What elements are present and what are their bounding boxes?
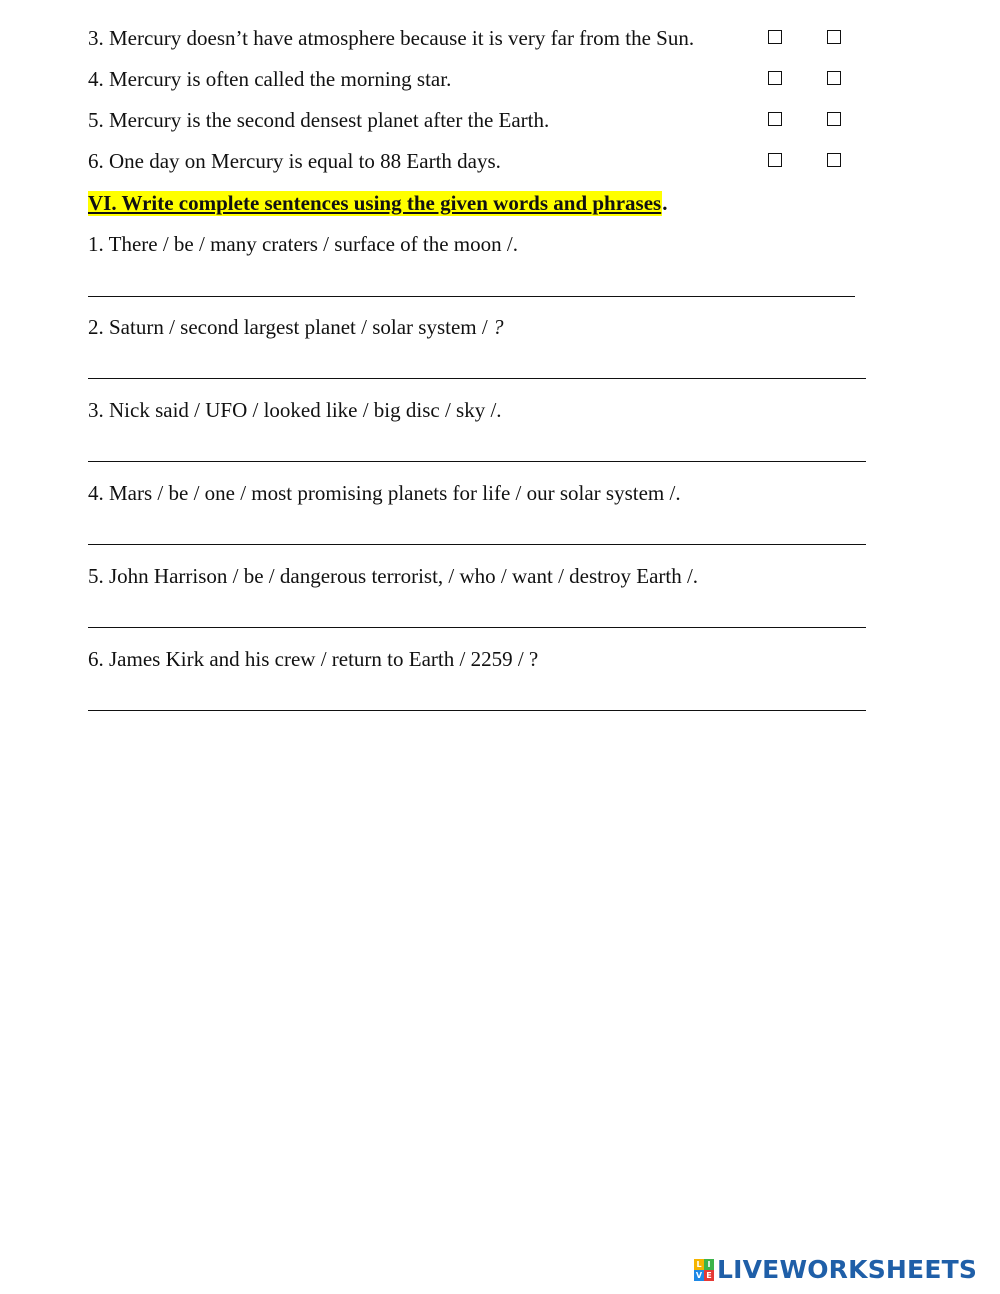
tf-statement-text: 4. Mercury is often called the morning star. [88,67,452,91]
tf-statement-row [88,146,858,176]
logo-text: LIVEWORKSHEETS [717,1255,978,1284]
section-heading [88,188,667,218]
sentence-prompt [88,312,503,342]
sentence-prompt-text: 4. Mars / be / one / most promising planets for life / our solar system /. [88,481,681,505]
logo-icon-letter: L [694,1259,704,1270]
false-checkbox[interactable] [827,153,841,167]
sentence-prompt-text: 6. James Kirk and his crew / return to Earth / 2259 / ? [88,647,539,671]
sentence-prompt [88,644,538,674]
logo-icon-letter: V [695,1271,703,1280]
sentence-prompt-text: 2. Saturn / second largest planet / solar system / [88,315,493,339]
tf-statement-row [88,64,858,94]
logo-grid-icon [694,1259,714,1281]
tf-statement-row [88,23,858,53]
sentence-prompt-tail: ? [492,315,504,339]
true-checkbox[interactable] [768,112,782,126]
false-checkbox[interactable] [827,112,841,126]
sentence-prompt [88,395,502,425]
tf-statement-text: 3. Mercury doesn’t have atmosphere because it is very far from the Sun. [88,26,695,50]
tf-statement-text: 6. One day on Mercury is equal to 88 Earth days. [88,149,501,173]
false-checkbox[interactable] [827,71,841,85]
answer-input-5[interactable] [88,604,866,628]
answer-input-2[interactable] [88,355,866,379]
answer-input-3[interactable] [88,438,866,462]
section-heading-text: VI. Write complete sentences using the given words and phrases [88,191,662,215]
true-checkbox[interactable] [768,153,782,167]
true-checkbox[interactable] [768,30,782,44]
false-checkbox[interactable] [827,30,841,44]
sentence-prompt-text: 5. John Harrison / be / dangerous terrorist, / who / want / destroy Earth /. [88,564,699,588]
answer-input-6[interactable] [88,687,866,711]
answer-input-4[interactable] [88,521,866,545]
tf-statement-row [88,105,858,135]
sentence-prompt-text: 3. Nick said / UFO / looked like / big disc / sky /. [88,398,502,422]
liveworksheets-logo [694,1256,977,1284]
answer-input-1[interactable] [88,273,855,297]
logo-icon-letter: E [704,1270,714,1281]
section-heading-period: . [662,191,668,215]
sentence-prompt [88,478,681,508]
sentence-prompt [88,561,698,591]
tf-statement-text: 5. Mercury is the second densest planet after the Earth. [88,108,550,132]
true-checkbox[interactable] [768,71,782,85]
sentence-prompt-text: 1. There / be / many craters / surface of the moon /. [88,232,518,256]
logo-icon-letter: I [704,1259,714,1270]
sentence-prompt [88,229,518,259]
